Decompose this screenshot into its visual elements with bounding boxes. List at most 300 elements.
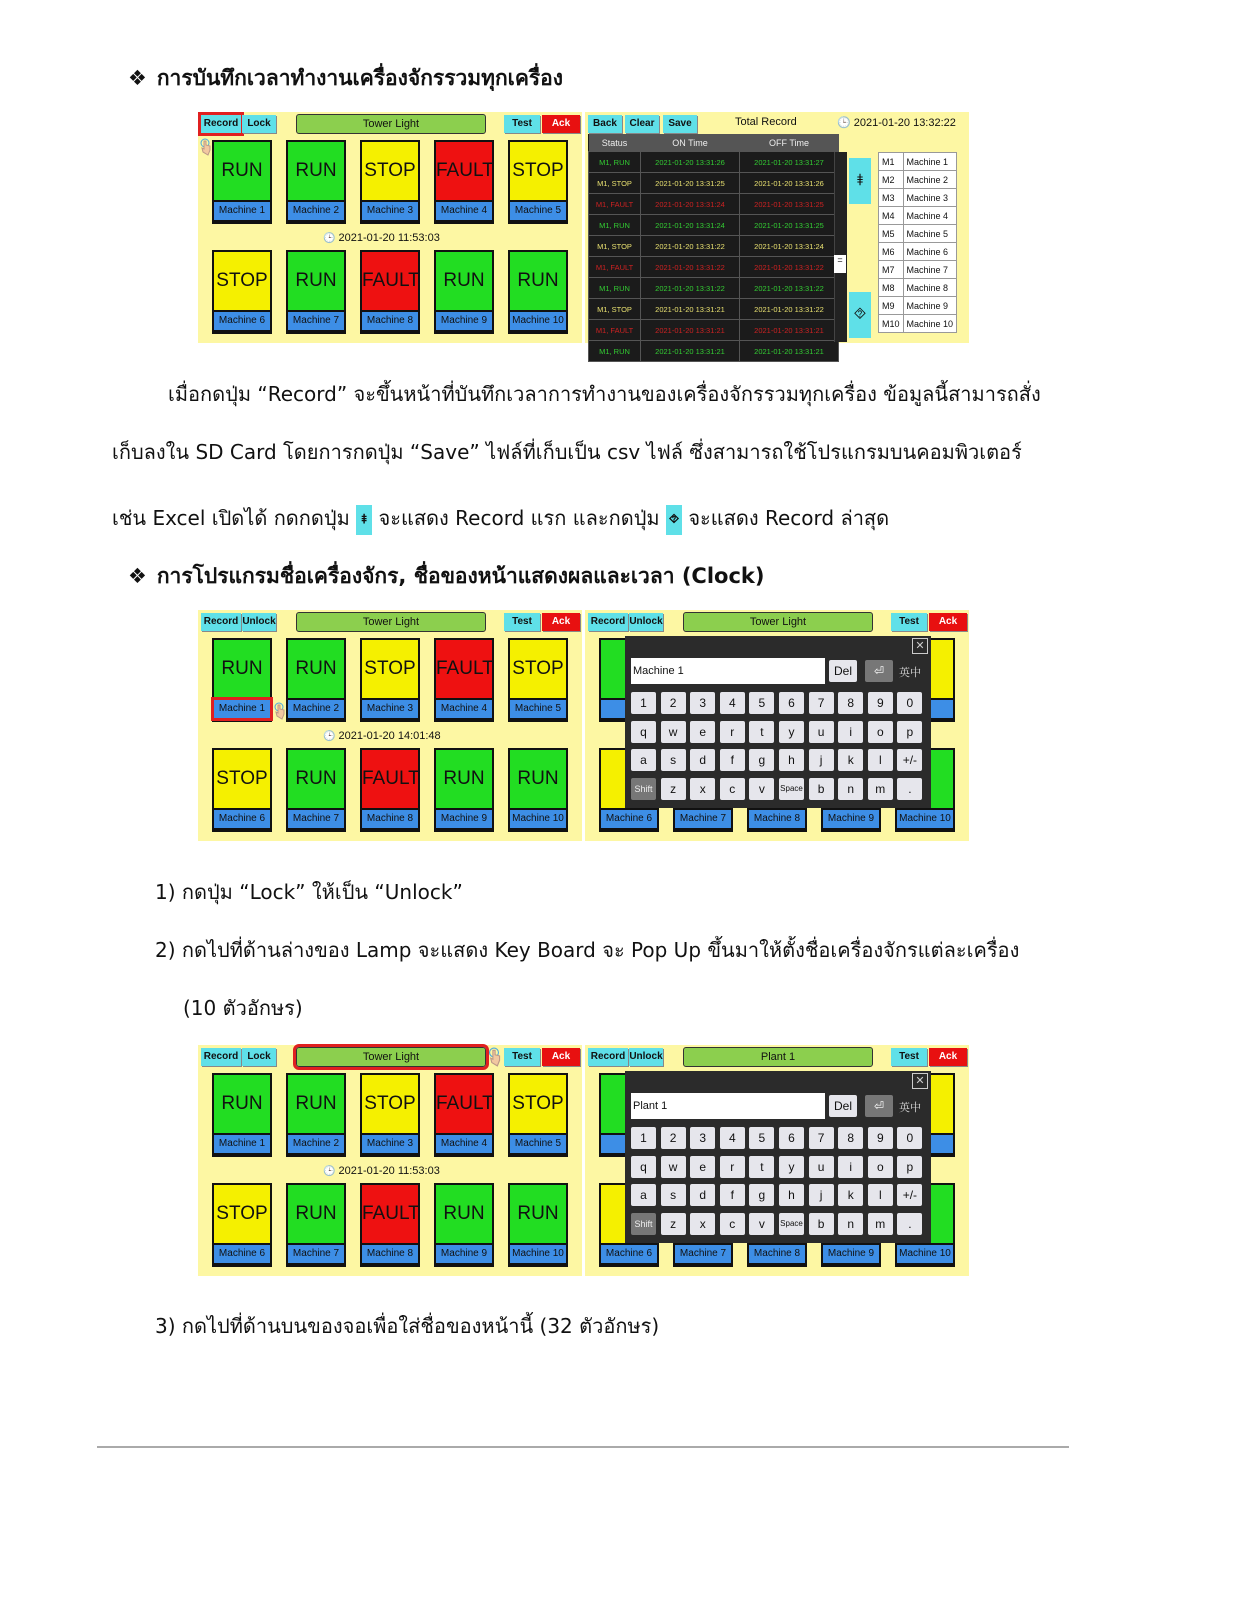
key-7[interactable]: 7	[809, 692, 834, 714]
key-9[interactable]: 9	[868, 692, 893, 714]
table-cell: M10	[879, 315, 904, 333]
machine-name-label[interactable]: Machine 9	[436, 1245, 492, 1263]
lamp-machine-1[interactable]	[212, 1073, 272, 1157]
table-cell: 2021-01-20 13:31:21	[740, 341, 839, 362]
key-5[interactable]: 5	[749, 692, 774, 714]
lamp-status: STOP	[362, 1075, 418, 1133]
key-g[interactable]: g	[749, 749, 774, 771]
key-e[interactable]: e	[690, 721, 715, 743]
key-0[interactable]: 0	[897, 692, 922, 714]
lamp-status: STOP	[510, 640, 566, 698]
lamp-status: FAULT	[436, 640, 492, 698]
table-row	[879, 171, 957, 189]
machine-name-label[interactable]: Machine 10	[897, 810, 953, 828]
machine-name-label[interactable]: Machine 6	[601, 1245, 657, 1263]
key-z[interactable]: z	[661, 1213, 686, 1235]
table-cell: 2021-01-20 13:31:25	[641, 173, 740, 194]
key-b[interactable]: b	[809, 778, 834, 800]
key-l[interactable]: l	[868, 749, 893, 771]
key-t[interactable]: t	[749, 721, 774, 743]
table-cell: 2021-01-20 13:31:26	[641, 152, 740, 173]
table-row	[589, 299, 839, 320]
bullet-icon: ❖	[128, 564, 147, 588]
machine-name-label[interactable]: Machine 7	[675, 1245, 731, 1263]
lamp-machine-3[interactable]	[360, 140, 420, 224]
footer-divider	[97, 1446, 1069, 1448]
lamp-status: RUN	[288, 142, 344, 200]
key-2[interactable]: 2	[661, 1127, 686, 1149]
key-n[interactable]: n	[838, 778, 863, 800]
machine-name-label[interactable]: Machine 4	[436, 700, 492, 718]
lamp-machine-9[interactable]	[434, 748, 494, 832]
clock-icon: 🕒	[323, 233, 336, 244]
ack-button[interactable]: Ack	[542, 115, 580, 133]
lamp-machine-5[interactable]	[508, 638, 568, 722]
machine-name-label[interactable]: Machine 7	[675, 810, 731, 828]
table-row	[879, 207, 957, 225]
lamp-machine-6[interactable]	[212, 1183, 272, 1267]
key-u[interactable]: u	[809, 1156, 834, 1178]
key-6[interactable]: 6	[779, 692, 804, 714]
lamp-status: RUN	[436, 1185, 492, 1243]
key-j[interactable]: j	[809, 1184, 834, 1206]
page-title-bar[interactable]: Tower Light	[683, 612, 873, 632]
lock-button[interactable]: Unlock	[242, 613, 276, 631]
machine-name-label[interactable]: Machine 8	[749, 810, 805, 828]
key-y[interactable]: y	[779, 721, 804, 743]
lamp-machine-10[interactable]	[508, 1183, 568, 1267]
key-3[interactable]: 3	[690, 692, 715, 714]
key-shift[interactable]: Shift	[631, 778, 656, 800]
page-title-bar[interactable]: Plant 1	[683, 1047, 873, 1067]
clock-time: 2021-01-20 11:53:03	[335, 1165, 440, 1177]
test-button[interactable]: Test	[504, 1048, 540, 1066]
key-y[interactable]: y	[779, 1156, 804, 1178]
key-t[interactable]: t	[749, 1156, 774, 1178]
column-header: Status	[589, 134, 641, 152]
clock[interactable]	[323, 1165, 440, 1177]
key-1[interactable]: 1	[631, 1127, 656, 1149]
machine-name-label[interactable]: Machine 2	[288, 1135, 344, 1153]
key-4[interactable]: 4	[720, 692, 745, 714]
screenshot-record-panel	[585, 112, 969, 356]
lamp-status: FAULT	[436, 1075, 492, 1133]
lamp-machine-1[interactable]	[212, 638, 272, 722]
record-button[interactable]: Record	[588, 1048, 628, 1066]
key-w[interactable]: w	[661, 721, 686, 743]
table-cell: M1, FAULT	[589, 320, 641, 341]
lamp-status: FAULT	[362, 252, 418, 310]
machine-name-label[interactable]: Machine 5	[510, 700, 566, 718]
machine-name-label[interactable]: Machine 10	[510, 810, 566, 828]
machine-name-label[interactable]: Machine 6	[214, 1245, 270, 1263]
table-cell: Machine 5	[903, 225, 957, 243]
key-m[interactable]: m	[868, 1213, 893, 1235]
key-r[interactable]: r	[720, 1156, 745, 1178]
table-cell: 2021-01-20 13:31:21	[641, 299, 740, 320]
table-row	[589, 341, 839, 362]
lamp-machine-3[interactable]	[360, 1073, 420, 1157]
table-cell: M1, RUN	[589, 278, 641, 299]
lamp-machine-2[interactable]	[286, 140, 346, 224]
hand-pointer-icon	[487, 1047, 501, 1067]
enter-key[interactable]: ⏎	[865, 660, 893, 682]
test-button[interactable]: Test	[891, 1048, 927, 1066]
lamp-machine-6[interactable]	[212, 748, 272, 832]
test-button[interactable]: Test	[504, 613, 540, 631]
key-f[interactable]: f	[720, 749, 745, 771]
table-cell: M1, FAULT	[589, 194, 641, 215]
machine-name-label[interactable]: Machine 5	[510, 202, 566, 220]
delete-key[interactable]: Del	[829, 1095, 857, 1117]
table-row	[589, 236, 839, 257]
scrollbar[interactable]	[834, 152, 847, 342]
table-row	[879, 297, 957, 315]
record-clock: 🕒 2021-01-20 13:32:22	[837, 117, 956, 129]
key-n[interactable]: n	[838, 1213, 863, 1235]
table-cell: M1, FAULT	[589, 257, 641, 278]
lamp-machine-7[interactable]	[286, 250, 346, 334]
text: จะแสดง Record แรก และกดปุ่ม	[378, 506, 660, 530]
table-row	[879, 243, 957, 261]
lamp-machine-6[interactable]	[212, 250, 272, 334]
paragraph-line: เก็บลงใน SD Card โดยการกดปุ่ม “Save” ไฟล์ที่เก็บเป็น csv ไฟล์ ซึ่งสามารถใช้โปรแกรมบนคอมพิวเตอร์	[112, 440, 1022, 464]
table-cell: Machine 6	[903, 243, 957, 261]
key-1[interactable]: 1	[631, 692, 656, 714]
lamp-machine-7[interactable]	[286, 748, 346, 832]
record-button[interactable]: Record	[201, 115, 241, 133]
machine-name-label[interactable]: Machine 4	[436, 202, 492, 220]
table-row	[589, 257, 839, 278]
machine-name-label[interactable]: Machine 3	[362, 700, 418, 718]
machine-name-label[interactable]: Machine 9	[823, 1245, 879, 1263]
page-title-bar[interactable]: Tower Light	[296, 114, 486, 134]
table-row	[879, 315, 957, 333]
heading-programming	[128, 560, 764, 593]
lock-button[interactable]: Lock	[242, 1048, 276, 1066]
key-a[interactable]: a	[631, 749, 656, 771]
key-+/-[interactable]: +/-	[897, 1184, 922, 1206]
lamp-status: FAULT	[362, 1185, 418, 1243]
key-shift[interactable]: Shift	[631, 1213, 656, 1235]
key-+/-[interactable]: +/-	[897, 749, 922, 771]
clear-button[interactable]: Clear	[625, 115, 659, 133]
key-f[interactable]: f	[720, 1184, 745, 1206]
key-.[interactable]: .	[897, 1213, 922, 1235]
key-j[interactable]: j	[809, 749, 834, 771]
clock[interactable]	[323, 232, 440, 244]
page-title-bar[interactable]: Tower Light	[296, 1047, 486, 1067]
key-q[interactable]: q	[631, 1156, 656, 1178]
key-x[interactable]: x	[690, 778, 715, 800]
table-cell: 2021-01-20 13:31:24	[641, 215, 740, 236]
table-cell: 2021-01-20 13:31:24	[740, 236, 839, 257]
key-k[interactable]: k	[838, 749, 863, 771]
table-row	[879, 279, 957, 297]
language-toggle[interactable]: 英中	[899, 667, 921, 679]
machine-name-label[interactable]: Machine 5	[510, 1135, 566, 1153]
enter-key[interactable]: ⏎	[865, 1095, 893, 1117]
column-header: ON Time	[641, 134, 740, 152]
table-cell: 2021-01-20 13:31:25	[740, 194, 839, 215]
key-d[interactable]: d	[690, 749, 715, 771]
machine-name-label[interactable]: Machine 8	[362, 312, 418, 330]
heading-record	[128, 62, 563, 95]
lamp-machine-9[interactable]	[434, 1183, 494, 1267]
key-7[interactable]: 7	[809, 1127, 834, 1149]
screenshot-lamp-panel-record	[198, 112, 582, 343]
table-cell: 2021-01-20 13:31:22	[740, 257, 839, 278]
lamp-status: STOP	[362, 640, 418, 698]
machine-name-label[interactable]: Machine 8	[362, 1245, 418, 1263]
table-cell: Machine 8	[903, 279, 957, 297]
column-header: OFF Time	[740, 134, 839, 152]
machine-name-label[interactable]: Machine 8	[749, 1245, 805, 1263]
lamp-status: RUN	[288, 750, 344, 808]
lamp-machine-4[interactable]	[434, 140, 494, 224]
lamp-machine-7[interactable]	[286, 1183, 346, 1267]
keyboard-popup	[625, 636, 931, 808]
record-button[interactable]: Record	[201, 613, 241, 631]
table-row	[879, 189, 957, 207]
machine-name-label[interactable]: Machine 1	[214, 1135, 270, 1153]
lamp-machine-5[interactable]	[508, 1073, 568, 1157]
key-o[interactable]: o	[868, 1156, 893, 1178]
machine-name-label[interactable]: Machine 2	[288, 700, 344, 718]
key-p[interactable]: p	[897, 1156, 922, 1178]
key-v[interactable]: v	[749, 1213, 774, 1235]
lamp-machine-5[interactable]	[508, 140, 568, 224]
table-cell: M4	[879, 207, 904, 225]
screenshot-keyboard-plant-name	[585, 1045, 969, 1276]
key-k[interactable]: k	[838, 1184, 863, 1206]
lock-button[interactable]: Unlock	[629, 613, 663, 631]
key-g[interactable]: g	[749, 1184, 774, 1206]
key-s[interactable]: s	[661, 749, 686, 771]
key-5[interactable]: 5	[749, 1127, 774, 1149]
lamp-machine-4[interactable]	[434, 638, 494, 722]
key-b[interactable]: b	[809, 1213, 834, 1235]
table-cell: 2021-01-20 13:31:22	[641, 236, 740, 257]
key-m[interactable]: m	[868, 778, 893, 800]
key-v[interactable]: v	[749, 778, 774, 800]
table-cell: M5	[879, 225, 904, 243]
clock-icon: 🕒	[323, 1166, 336, 1177]
table-row	[879, 153, 957, 171]
table-cell: 2021-01-20 13:31:22	[641, 257, 740, 278]
machine-name-label[interactable]: Machine 9	[823, 810, 879, 828]
lamp-machine-8[interactable]	[360, 1183, 420, 1267]
clock[interactable]	[323, 730, 441, 742]
clock-icon: 🕒	[323, 731, 336, 742]
ack-button[interactable]: Ack	[542, 613, 580, 631]
key-l[interactable]: l	[868, 1184, 893, 1206]
lamp-machine-2[interactable]	[286, 638, 346, 722]
test-button[interactable]: Test	[504, 115, 540, 133]
heading-text: การโปรแกรมชื่อเครื่องจักร, ชื่อของหน้าแสดงผลและเวลา (Clock)	[156, 564, 765, 588]
hand-pointer-icon	[199, 138, 211, 156]
clock-time: 2021-01-20 11:53:03	[335, 232, 440, 244]
text: จะแสดง Record ล่าสุด	[688, 506, 890, 530]
table-cell: 2021-01-20 13:31:25	[740, 215, 839, 236]
machine-name-label[interactable]: Machine 9	[436, 312, 492, 330]
key-h[interactable]: h	[779, 749, 804, 771]
machine-name-label[interactable]: Machine 1	[214, 700, 270, 718]
key-w[interactable]: w	[661, 1156, 686, 1178]
keyboard-input[interactable]: Machine 1	[631, 658, 825, 684]
last-record-button[interactable]: ⯑	[849, 292, 871, 338]
first-record-button[interactable]: ⯒	[849, 158, 871, 204]
record-button[interactable]: Record	[588, 613, 628, 631]
lamp-machine-8[interactable]	[360, 748, 420, 832]
key-x[interactable]: x	[690, 1213, 715, 1235]
lamp-status: STOP	[510, 142, 566, 200]
machine-name-label[interactable]: Machine 7	[288, 810, 344, 828]
record-table	[588, 134, 839, 362]
table-cell: M1, RUN	[589, 215, 641, 236]
machine-name-label[interactable]: Machine 8	[362, 810, 418, 828]
machine-name-label[interactable]: Machine 6	[601, 810, 657, 828]
table-cell: Machine 2	[903, 171, 957, 189]
key-2[interactable]: 2	[661, 692, 686, 714]
key-z[interactable]: z	[661, 778, 686, 800]
key-space[interactable]: Space	[779, 778, 804, 800]
page-title-bar[interactable]: Tower Light	[296, 612, 486, 632]
table-cell: M1, STOP	[589, 236, 641, 257]
back-button[interactable]: Back	[588, 115, 622, 133]
lamp-status: STOP	[214, 1185, 270, 1243]
save-button[interactable]: Save	[663, 115, 697, 133]
table-cell: M6	[879, 243, 904, 261]
table-cell: 2021-01-20 13:31:21	[740, 320, 839, 341]
lamp-status: RUN	[436, 750, 492, 808]
screenshot-keyboard-machine-name	[585, 610, 969, 841]
table-cell: M1	[879, 153, 904, 171]
lamp-machine-8[interactable]	[360, 250, 420, 334]
last-record-icon: ⯑	[666, 505, 682, 535]
scroll-thumb[interactable]: =	[834, 255, 846, 273]
table-cell: M8	[879, 279, 904, 297]
ack-button[interactable]: Ack	[929, 613, 967, 631]
key-s[interactable]: s	[661, 1184, 686, 1206]
key-r[interactable]: r	[720, 721, 745, 743]
machine-name-label[interactable]: Machine 1	[214, 202, 270, 220]
bullet-icon: ❖	[128, 66, 147, 90]
table-row	[589, 194, 839, 215]
lamp-machine-2[interactable]	[286, 1073, 346, 1157]
key-4[interactable]: 4	[720, 1127, 745, 1149]
key-space[interactable]: Space	[779, 1213, 804, 1235]
key-d[interactable]: d	[690, 1184, 715, 1206]
key-p[interactable]: p	[897, 721, 922, 743]
machine-name-label[interactable]: Machine 7	[288, 1245, 344, 1263]
test-button[interactable]: Test	[891, 613, 927, 631]
keyboard-input[interactable]: Plant 1	[631, 1093, 825, 1119]
key-q[interactable]: q	[631, 721, 656, 743]
machine-name-label[interactable]: Machine 3	[362, 202, 418, 220]
lamp-status: STOP	[214, 252, 270, 310]
key-9[interactable]: 9	[868, 1127, 893, 1149]
machine-name-label[interactable]: Machine 10	[510, 312, 566, 330]
clock-time: 2021-01-20 14:01:48	[335, 730, 441, 742]
key-h[interactable]: h	[779, 1184, 804, 1206]
table-cell: 2021-01-20 13:31:21	[641, 341, 740, 362]
lock-button[interactable]: Unlock	[629, 1048, 663, 1066]
machine-name-label[interactable]: Machine 4	[436, 1135, 492, 1153]
close-icon[interactable]: ✕	[912, 1073, 928, 1089]
key-3[interactable]: 3	[690, 1127, 715, 1149]
machine-name-label[interactable]: Machine 10	[897, 1245, 953, 1263]
key-0[interactable]: 0	[897, 1127, 922, 1149]
machine-name-label[interactable]: Machine 3	[362, 1135, 418, 1153]
language-toggle[interactable]: 英中	[899, 1102, 921, 1114]
table-cell: 2021-01-20 13:31:22	[740, 299, 839, 320]
lamp-machine-1[interactable]	[212, 140, 272, 224]
lamp-status: RUN	[288, 252, 344, 310]
key-8[interactable]: 8	[838, 692, 863, 714]
lamp-machine-4[interactable]	[434, 1073, 494, 1157]
machine-name-label[interactable]: Machine 7	[288, 312, 344, 330]
table-cell: M1, RUN	[589, 341, 641, 362]
ack-button[interactable]: Ack	[542, 1048, 580, 1066]
machine-name-label[interactable]: Machine 10	[510, 1245, 566, 1263]
first-record-icon: ⯒	[356, 505, 372, 535]
key-e[interactable]: e	[690, 1156, 715, 1178]
table-cell: Machine 4	[903, 207, 957, 225]
table-cell: 2021-01-20 13:31:26	[740, 173, 839, 194]
key-c[interactable]: c	[720, 778, 745, 800]
machine-name-label[interactable]: Machine 6	[214, 810, 270, 828]
key-c[interactable]: c	[720, 1213, 745, 1235]
close-icon[interactable]: ✕	[912, 638, 928, 654]
key-a[interactable]: a	[631, 1184, 656, 1206]
table-cell: Machine 3	[903, 189, 957, 207]
lamp-status: RUN	[288, 1185, 344, 1243]
key-i[interactable]: i	[838, 1156, 863, 1178]
table-cell: M7	[879, 261, 904, 279]
lamp-machine-3[interactable]	[360, 638, 420, 722]
key-6[interactable]: 6	[779, 1127, 804, 1149]
lamp-status: STOP	[214, 750, 270, 808]
record-button[interactable]: Record	[201, 1048, 241, 1066]
lamp-status: RUN	[510, 1185, 566, 1243]
lamp-machine-10[interactable]	[508, 748, 568, 832]
ack-button[interactable]: Ack	[929, 1048, 967, 1066]
key-u[interactable]: u	[809, 721, 834, 743]
key-.[interactable]: .	[897, 778, 922, 800]
lamp-status: RUN	[436, 252, 492, 310]
delete-key[interactable]: Del	[829, 660, 857, 682]
table-cell: M1, STOP	[589, 173, 641, 194]
table-row	[589, 152, 839, 173]
table-cell: M1, STOP	[589, 299, 641, 320]
machine-name-label[interactable]: Machine 2	[288, 202, 344, 220]
lamp-status: STOP	[362, 142, 418, 200]
lock-button[interactable]: Lock	[242, 115, 276, 133]
machine-name-label[interactable]: Machine 9	[436, 810, 492, 828]
lamp-status: RUN	[288, 1075, 344, 1133]
lamp-machine-9[interactable]	[434, 250, 494, 334]
key-8[interactable]: 8	[838, 1127, 863, 1149]
table-cell: M9	[879, 297, 904, 315]
key-o[interactable]: o	[868, 721, 893, 743]
lamp-machine-10[interactable]	[508, 250, 568, 334]
keyboard-popup	[625, 1071, 931, 1243]
table-cell: 2021-01-20 13:31:22	[740, 278, 839, 299]
machine-name-label[interactable]: Machine 6	[214, 312, 270, 330]
lamp-status: RUN	[214, 1075, 270, 1133]
key-i[interactable]: i	[838, 721, 863, 743]
